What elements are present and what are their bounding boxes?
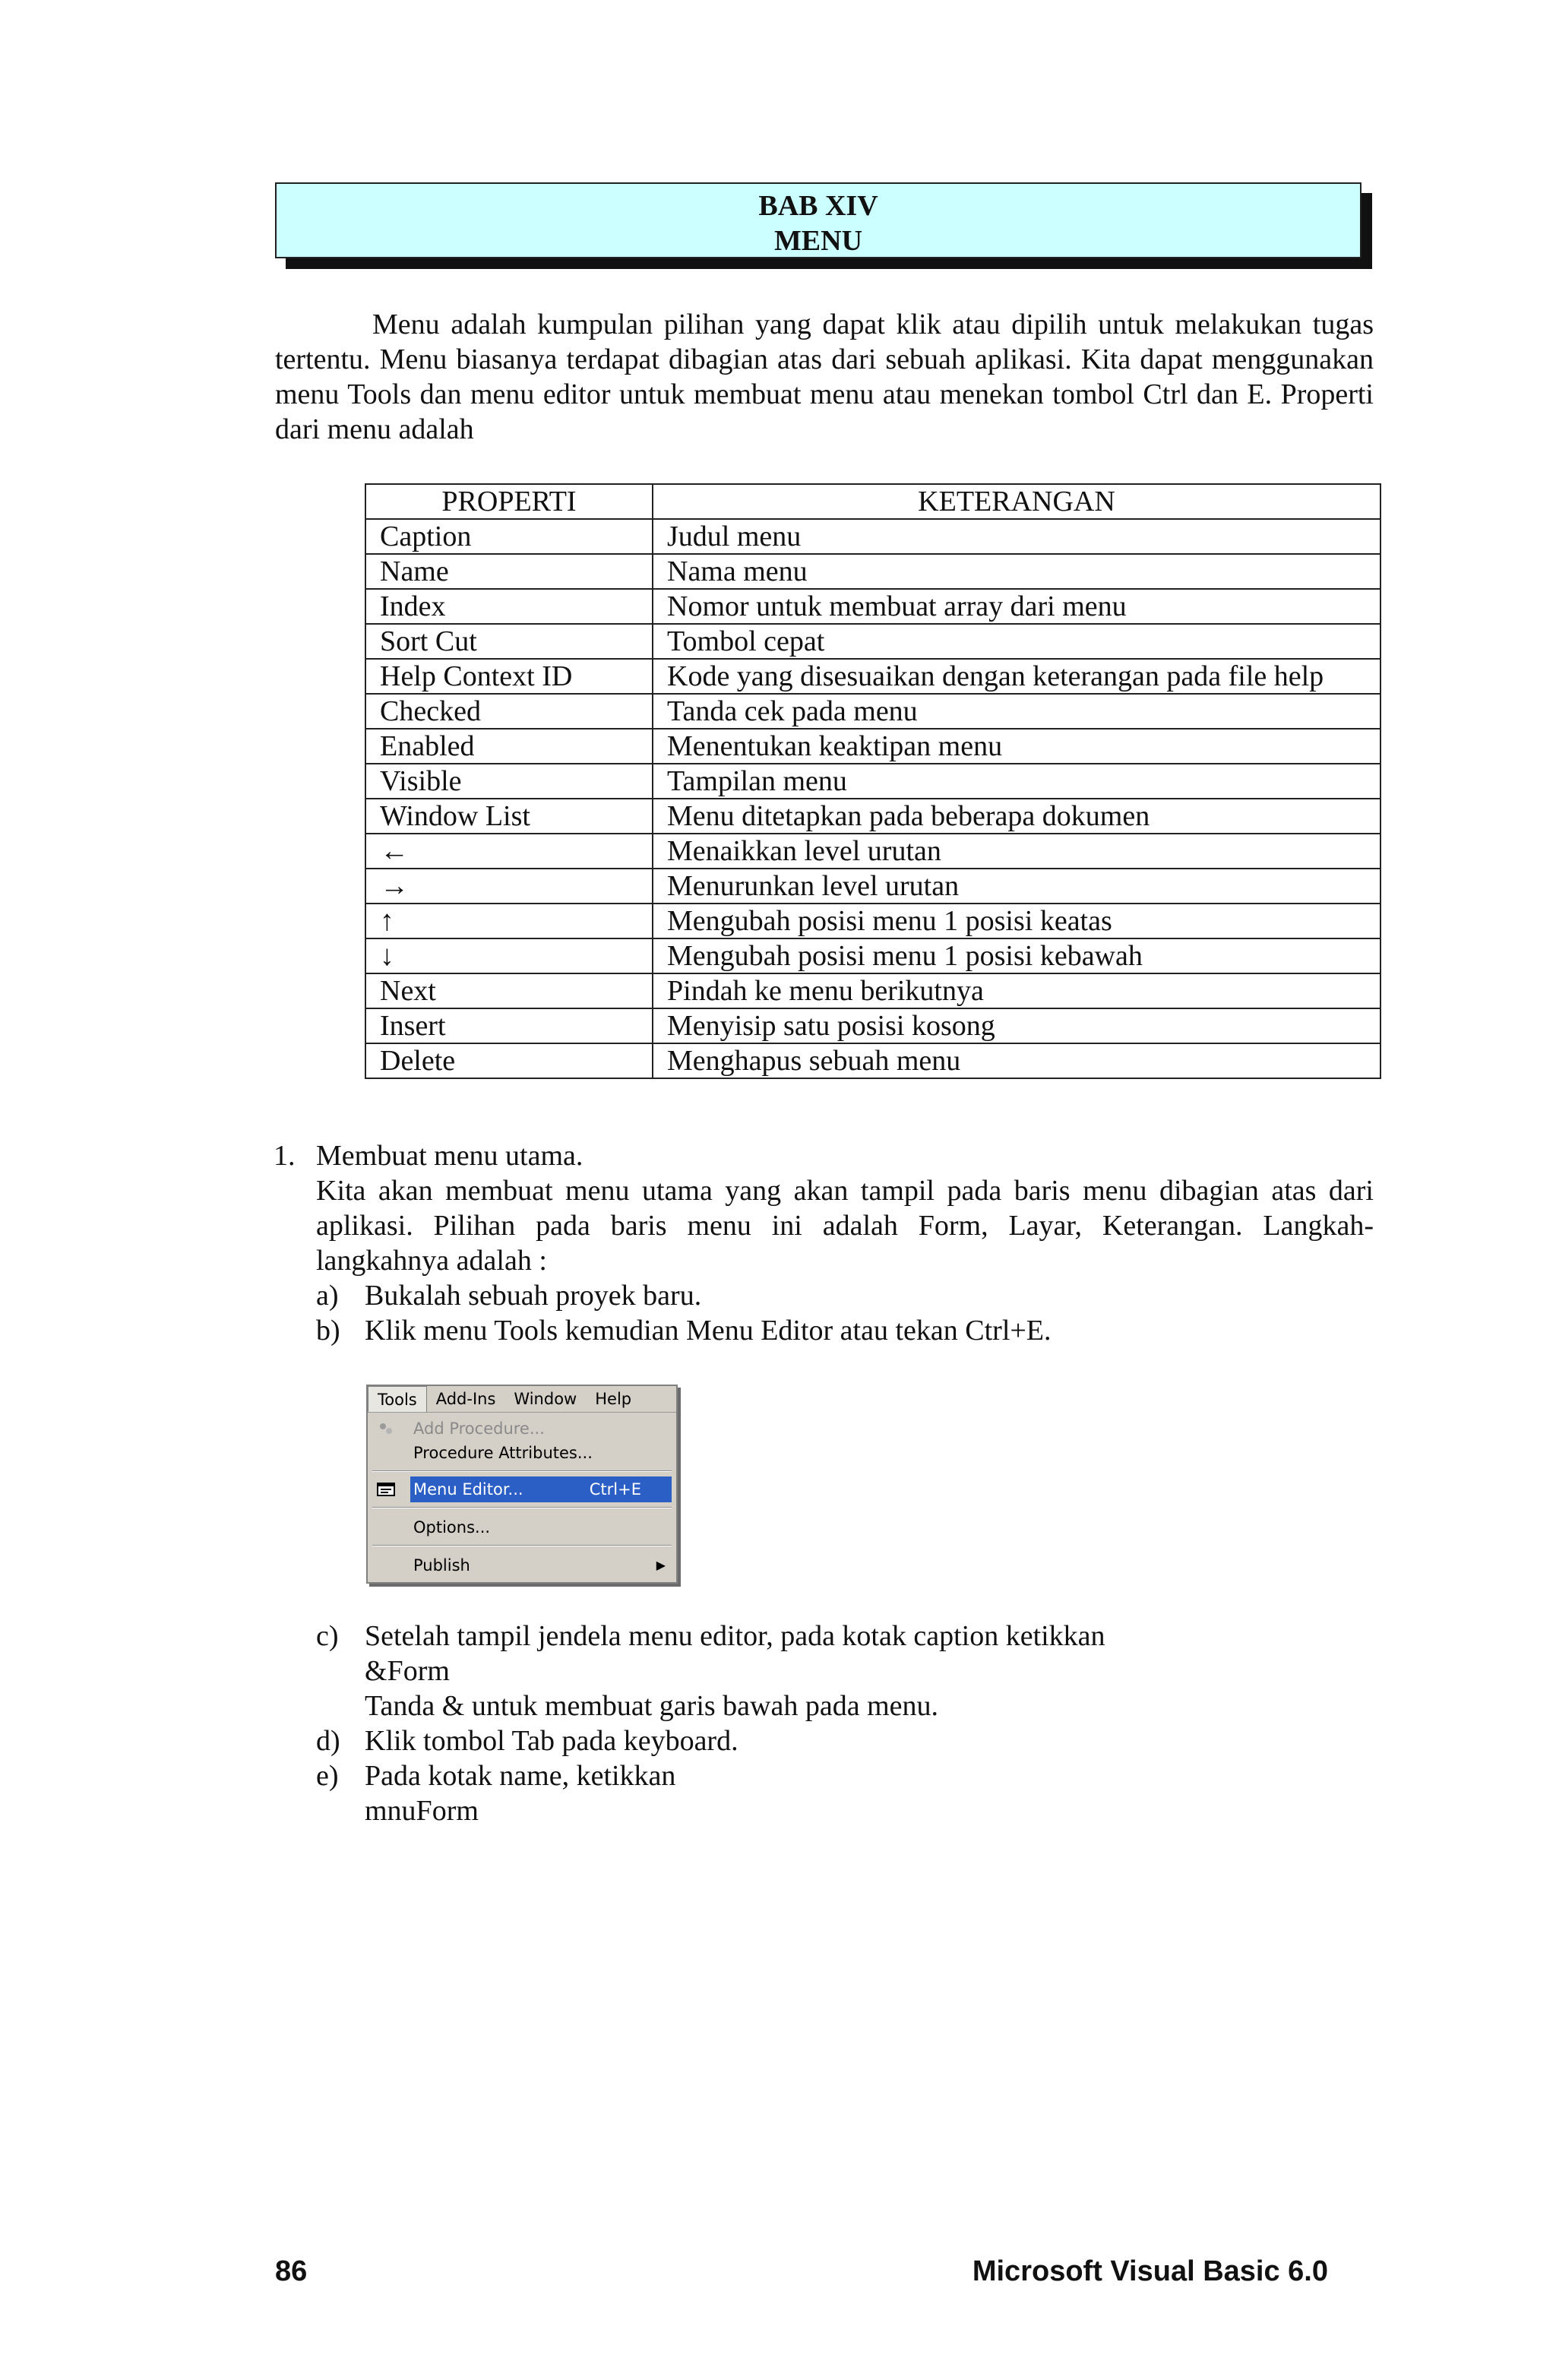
property-cell: Caption: [365, 519, 653, 554]
menu-editor-icon: [377, 1482, 395, 1497]
menu-item-publish[interactable]: [368, 1552, 676, 1578]
menu-window[interactable]: Window: [514, 1390, 577, 1408]
property-cell: ↓: [365, 938, 653, 973]
step-text: [365, 1723, 1228, 1758]
tools-dropdown: [368, 1412, 676, 1582]
description-cell: Pindah ke menu berikutnya: [653, 973, 1380, 1008]
description-cell: Nama menu: [653, 554, 1380, 589]
description-cell: Menentukan keaktipan menu: [653, 729, 1380, 764]
step-letter: a): [316, 1280, 339, 1312]
menu-separator: [372, 1470, 672, 1472]
property-cell: ↑: [365, 904, 653, 938]
page-number: 86: [275, 2255, 308, 2287]
chapter-title-box: [275, 182, 1362, 258]
table-row: [365, 799, 1380, 834]
submenu-arrow-icon: ▶: [656, 1558, 666, 1572]
step-line: Setelah tampil jendela menu editor, pada kotak caption ketikkan: [365, 1620, 1105, 1652]
section-title: Membuat menu utama.: [316, 1140, 584, 1172]
menu-item-menu-editor[interactable]: [410, 1476, 672, 1502]
description-cell: Tombol cepat: [653, 624, 1380, 659]
chapter-title: MENU: [773, 225, 863, 257]
table-row: [365, 729, 1380, 764]
table-header-description: KETERANGAN: [653, 484, 1380, 519]
table-row: [365, 938, 1380, 973]
tools-menu-screenshot: [366, 1385, 678, 1584]
step-item: [316, 1758, 1228, 1828]
menu-item-options[interactable]: [368, 1514, 676, 1540]
step-line: mnuForm: [365, 1795, 479, 1827]
step-line: Klik tombol Tab pada keyboard.: [365, 1725, 738, 1757]
description-cell: Tampilan menu: [653, 764, 1380, 799]
step-text: [365, 1758, 1228, 1828]
description-cell: Menghapus sebuah menu: [653, 1043, 1380, 1078]
property-cell: Window List: [365, 799, 653, 834]
step-text: Bukalah sebuah proyek baru.: [365, 1280, 702, 1312]
property-cell: Insert: [365, 1008, 653, 1043]
property-cell: Checked: [365, 694, 653, 729]
table-row: [365, 694, 1380, 729]
table-row: [365, 1008, 1380, 1043]
chapter-number: BAB XIV: [758, 190, 878, 222]
book-title: Microsoft Visual Basic 6.0: [972, 2255, 1328, 2287]
menu-item-label: Procedure Attributes...: [413, 1444, 593, 1462]
step-list-ab: [316, 1278, 1375, 1348]
property-table: [365, 483, 1381, 1079]
menu-item-shortcut: Ctrl+E: [589, 1480, 641, 1499]
menu-item-label: Options...: [413, 1518, 491, 1537]
section-body: Kita akan membuat menu utama yang akan tampil pada baris menu dibagian atas dari aplikasi. Pilihan pada baris menu ini adalah Form, Layar, Keterangan. Langkah-langkahnya adalah :: [316, 1175, 1374, 1277]
section-number: 1.: [274, 1140, 296, 1172]
description-cell: Judul menu: [653, 519, 1380, 554]
step-letter: d): [316, 1725, 340, 1757]
property-cell: Index: [365, 589, 653, 624]
menu-add-ins[interactable]: Add-Ins: [435, 1390, 496, 1408]
step-item: [316, 1313, 1375, 1348]
table-row: [365, 764, 1380, 799]
add-procedure-icon: [377, 1421, 395, 1436]
property-cell: Help Context ID: [365, 659, 653, 694]
table-header-property: PROPERTI: [365, 484, 653, 519]
menu-bar: [368, 1386, 676, 1412]
step-text: Klik menu Tools kemudian Menu Editor atau tekan Ctrl+E.: [365, 1315, 1052, 1347]
menu-tools[interactable]: Tools: [368, 1386, 427, 1412]
description-cell: Tanda cek pada menu: [653, 694, 1380, 729]
step-line: &Form: [365, 1655, 450, 1687]
property-cell: ←: [365, 834, 653, 869]
section-heading: [274, 1138, 1375, 1173]
menu-separator: [372, 1545, 672, 1546]
description-cell: Menaikkan level urutan: [653, 834, 1380, 869]
step-line: Tanda & untuk membuat garis bawah pada menu.: [365, 1690, 939, 1722]
property-cell: Sort Cut: [365, 624, 653, 659]
table-row: [365, 659, 1380, 694]
step-letter: e): [316, 1760, 339, 1792]
step-item: [316, 1723, 1228, 1758]
property-cell: →: [365, 869, 653, 904]
property-cell: Delete: [365, 1043, 653, 1078]
property-cell: Enabled: [365, 729, 653, 764]
description-cell: Kode yang disesuaikan dengan keterangan pada file help: [653, 659, 1380, 694]
table-row: [365, 554, 1380, 589]
menu-item-add-procedure[interactable]: [368, 1416, 676, 1442]
menu-item-label: Menu Editor...: [413, 1480, 523, 1499]
description-cell: Menu ditetapkan pada beberapa dokumen: [653, 799, 1380, 834]
table-row: [365, 589, 1380, 624]
menu-item-procedure-attributes[interactable]: [368, 1440, 676, 1466]
table-row: [365, 834, 1380, 869]
step-text: [365, 1619, 1228, 1723]
step-letter: b): [316, 1315, 340, 1347]
property-cell: Name: [365, 554, 653, 589]
property-cell: Next: [365, 973, 653, 1008]
table-row: [365, 973, 1380, 1008]
table-header-row: [365, 484, 1380, 519]
intro-paragraph: Menu adalah kumpulan pilihan yang dapat klik atau dipilih untuk melakukan tugas tertentu. Menu biasanya terdapat dibagian atas dari sebuah aplikasi. Kita dapat menggunakan menu Tools dan menu editor untuk membuat menu atau menekan tombol Ctrl dan E. Properti dari menu adalah: [275, 309, 1374, 445]
description-cell: Menyisip satu posisi kosong: [653, 1008, 1380, 1043]
table-row: [365, 1043, 1380, 1078]
table-row: [365, 869, 1380, 904]
section-1: [274, 1138, 1375, 1348]
table-row: [365, 519, 1380, 554]
table-row: [365, 624, 1380, 659]
menu-item-label: Publish: [413, 1556, 470, 1575]
step-item: [316, 1619, 1228, 1723]
property-cell: Visible: [365, 764, 653, 799]
menu-separator: [372, 1507, 672, 1508]
step-list-ce: [316, 1619, 1228, 1828]
table-row: [365, 904, 1380, 938]
description-cell: Menurunkan level urutan: [653, 869, 1380, 904]
description-cell: Nomor untuk membuat array dari menu: [653, 589, 1380, 624]
description-cell: Mengubah posisi menu 1 posisi kebawah: [653, 938, 1380, 973]
step-item: [316, 1278, 1375, 1313]
step-letter: c): [316, 1620, 339, 1652]
description-cell: Mengubah posisi menu 1 posisi keatas: [653, 904, 1380, 938]
step-line: Pada kotak name, ketikkan: [365, 1760, 676, 1792]
menu-item-label: Add Procedure...: [413, 1419, 545, 1438]
menu-help[interactable]: Help: [595, 1390, 632, 1408]
